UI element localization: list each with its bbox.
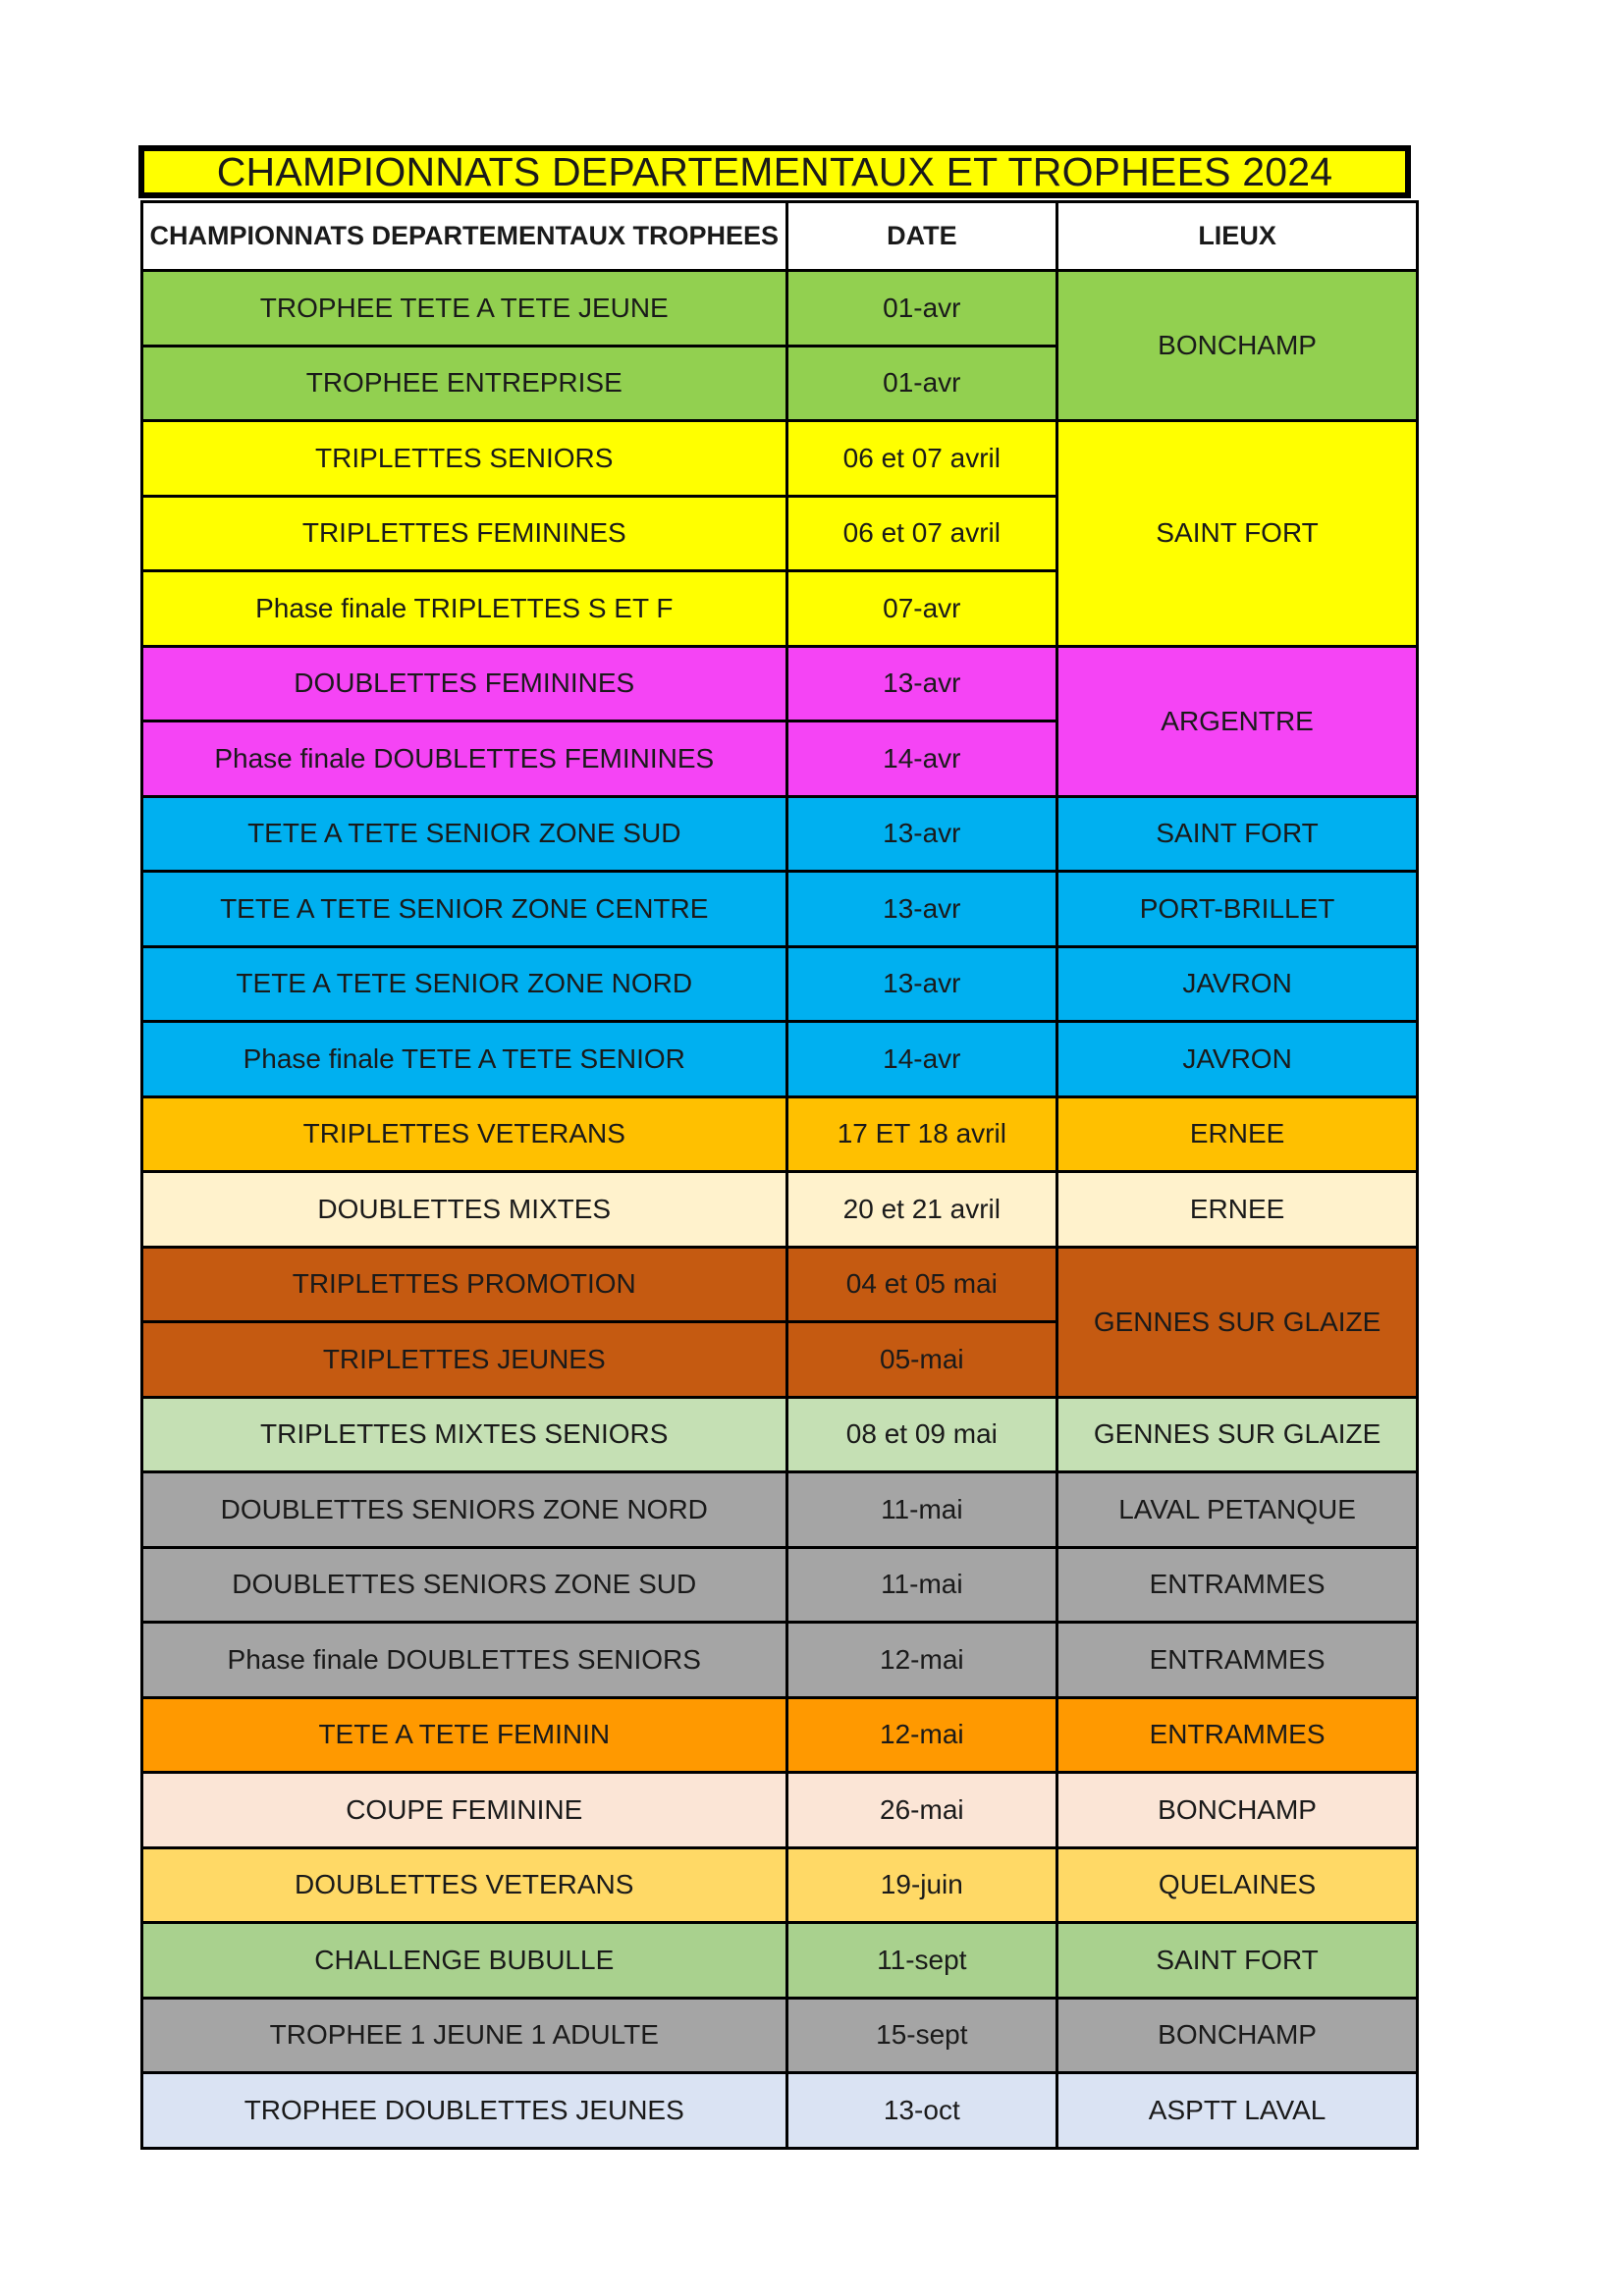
event-name: Phase finale DOUBLETTES FEMININES [142, 721, 787, 797]
table-row [142, 1022, 1418, 1097]
page-title: CHAMPIONNATS DEPARTEMENTAUX ET TROPHEES 2024 [138, 145, 1411, 198]
table-row [142, 1773, 1418, 1848]
event-place: BONCHAMP [1057, 271, 1418, 421]
table-row [142, 1923, 1418, 1999]
event-place: ERNEE [1057, 1172, 1418, 1248]
events-table [140, 200, 1419, 2150]
event-name: TROPHEE 1 JEUNE 1 ADULTE [142, 1998, 787, 2073]
event-place: PORT-BRILLET [1057, 872, 1418, 947]
event-name: Phase finale DOUBLETTES SENIORS [142, 1623, 787, 1698]
event-place: BONCHAMP [1057, 1773, 1418, 1848]
event-name: TETE A TETE SENIOR ZONE SUD [142, 796, 787, 872]
event-name: TRIPLETTES FEMININES [142, 496, 787, 571]
event-place: QUELAINES [1057, 1847, 1418, 1923]
event-place: SAINT FORT [1057, 1923, 1418, 1999]
table-header-row [142, 202, 1418, 271]
table-row [142, 2073, 1418, 2149]
event-date: 14-avr [786, 1022, 1057, 1097]
event-date: 11-mai [786, 1547, 1057, 1623]
event-place: ENTRAMMES [1057, 1623, 1418, 1698]
event-place: SAINT FORT [1057, 796, 1418, 872]
event-name: Phase finale TRIPLETTES S ET F [142, 571, 787, 647]
event-date: 04 et 05 mai [786, 1247, 1057, 1322]
event-date: 05-mai [786, 1322, 1057, 1398]
table-row [142, 1847, 1418, 1923]
event-date: 12-mai [786, 1623, 1057, 1698]
event-name: Phase finale TETE A TETE SENIOR [142, 1022, 787, 1097]
table-body [142, 271, 1418, 2149]
table-row [142, 1247, 1418, 1322]
event-place: GENNES SUR GLAIZE [1057, 1247, 1418, 1397]
event-date: 06 et 07 avril [786, 496, 1057, 571]
event-place: ENTRAMMES [1057, 1547, 1418, 1623]
table-row [142, 1623, 1418, 1698]
event-name: TETE A TETE SENIOR ZONE NORD [142, 946, 787, 1022]
event-date: 07-avr [786, 571, 1057, 647]
event-place: BONCHAMP [1057, 1998, 1418, 2073]
event-date: 15-sept [786, 1998, 1057, 2073]
table-row [142, 872, 1418, 947]
event-place: JAVRON [1057, 946, 1418, 1022]
event-date: 06 et 07 avril [786, 421, 1057, 497]
event-name: DOUBLETTES MIXTES [142, 1172, 787, 1248]
event-place: ASPTT LAVAL [1057, 2073, 1418, 2149]
event-name: TRIPLETTES SENIORS [142, 421, 787, 497]
event-name: TRIPLETTES VETERANS [142, 1096, 787, 1172]
header-place: LIEUX [1057, 202, 1418, 271]
event-name: TETE A TETE SENIOR ZONE CENTRE [142, 872, 787, 947]
table-row [142, 421, 1418, 497]
table-row [142, 1547, 1418, 1623]
event-date: 13-avr [786, 646, 1057, 721]
event-name: TRIPLETTES MIXTES SENIORS [142, 1397, 787, 1472]
event-name: DOUBLETTES FEMININES [142, 646, 787, 721]
event-date: 11-mai [786, 1472, 1057, 1548]
table-row [142, 796, 1418, 872]
table-row [142, 1172, 1418, 1248]
table-row [142, 271, 1418, 347]
event-name: TROPHEE ENTREPRISE [142, 346, 787, 421]
header-date: DATE [786, 202, 1057, 271]
table-row [142, 1397, 1418, 1472]
event-place: LAVAL PETANQUE [1057, 1472, 1418, 1548]
event-date: 19-juin [786, 1847, 1057, 1923]
event-place: ENTRAMMES [1057, 1697, 1418, 1773]
event-place: ERNEE [1057, 1096, 1418, 1172]
event-date: 26-mai [786, 1773, 1057, 1848]
event-name: CHALLENGE BUBULLE [142, 1923, 787, 1999]
event-date: 13-avr [786, 872, 1057, 947]
event-name: DOUBLETTES VETERANS [142, 1847, 787, 1923]
event-date: 14-avr [786, 721, 1057, 797]
event-date: 08 et 09 mai [786, 1397, 1057, 1472]
event-date: 11-sept [786, 1923, 1057, 1999]
event-date: 17 ET 18 avril [786, 1096, 1057, 1172]
header-event: CHAMPIONNATS DEPARTEMENTAUX TROPHEES [142, 202, 787, 271]
event-name: COUPE FEMININE [142, 1773, 787, 1848]
event-name: TETE A TETE FEMININ [142, 1697, 787, 1773]
event-place: GENNES SUR GLAIZE [1057, 1397, 1418, 1472]
table-row [142, 646, 1418, 721]
table-row [142, 946, 1418, 1022]
event-place: SAINT FORT [1057, 421, 1418, 647]
table-row [142, 1697, 1418, 1773]
table-row [142, 1096, 1418, 1172]
event-date: 13-avr [786, 946, 1057, 1022]
event-place: ARGENTRE [1057, 646, 1418, 796]
table-row [142, 1998, 1418, 2073]
event-name: DOUBLETTES SENIORS ZONE NORD [142, 1472, 787, 1548]
event-date: 01-avr [786, 271, 1057, 347]
event-date: 13-avr [786, 796, 1057, 872]
event-date: 01-avr [786, 346, 1057, 421]
event-date: 13-oct [786, 2073, 1057, 2149]
event-name: TRIPLETTES JEUNES [142, 1322, 787, 1398]
event-name: TRIPLETTES PROMOTION [142, 1247, 787, 1322]
event-name: DOUBLETTES SENIORS ZONE SUD [142, 1547, 787, 1623]
table-row [142, 1472, 1418, 1548]
event-name: TROPHEE DOUBLETTES JEUNES [142, 2073, 787, 2149]
event-date: 12-mai [786, 1697, 1057, 1773]
event-name: TROPHEE TETE A TETE JEUNE [142, 271, 787, 347]
event-place: JAVRON [1057, 1022, 1418, 1097]
event-date: 20 et 21 avril [786, 1172, 1057, 1248]
